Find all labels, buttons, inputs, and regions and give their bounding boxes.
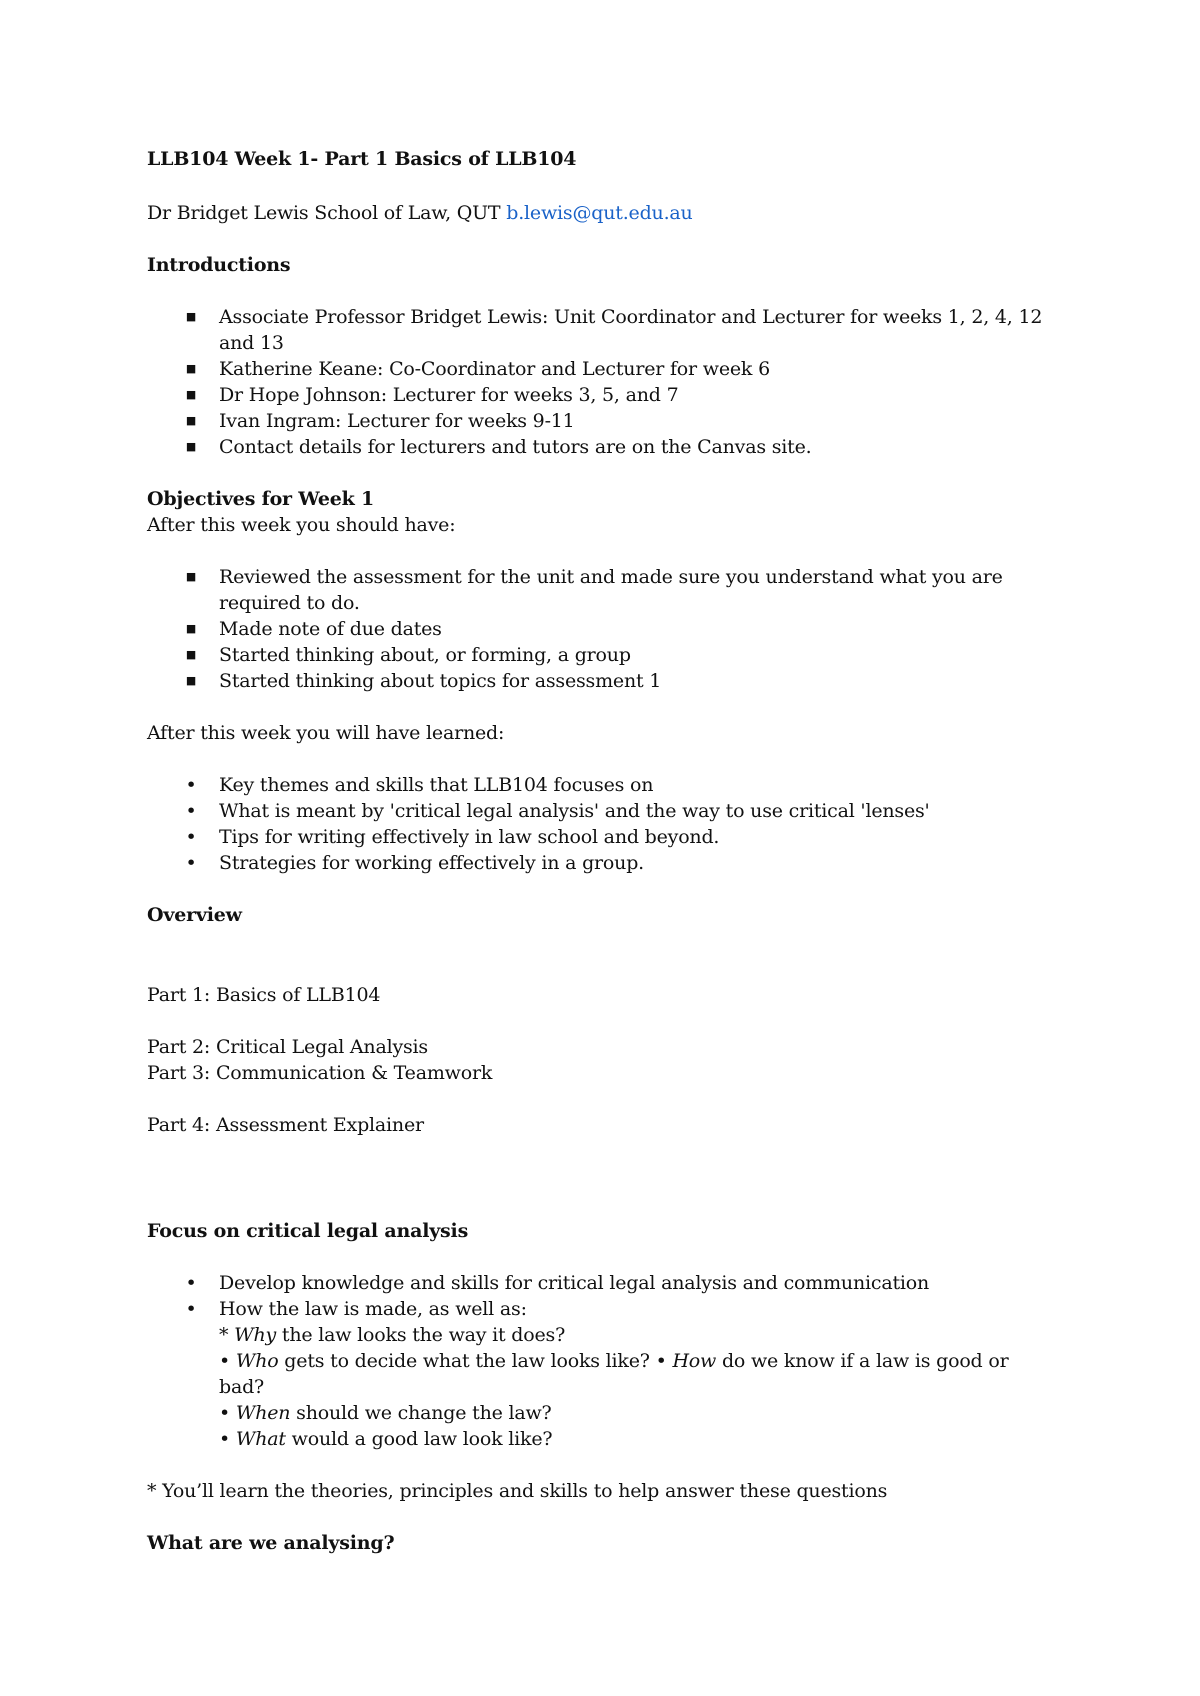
list-item-text: How the law is made, as well as: [219, 1298, 527, 1320]
list-item [147, 642, 1057, 668]
objectives-heading: Objectives for Week 1 [147, 488, 375, 510]
list-item-text: Key themes and skills that LLB104 focuses on [219, 774, 654, 796]
list-item [147, 434, 1057, 460]
list-item-text: Dr Hope Johnson: Lecturer for weeks 3, 5, and 7 [219, 384, 679, 406]
bullet-icon: ■ [185, 622, 197, 635]
what-question [219, 1426, 1057, 1452]
question-text: should we change the law? [290, 1402, 552, 1424]
list-item-text: Reviewed the assessment for the unit and made sure you understand what you are required to do. [219, 566, 1003, 614]
list-item-text: Started thinking about topics for assessment 1 [219, 670, 662, 692]
bullet-icon: • [185, 1272, 197, 1294]
question-text: gets to decide what the law looks like? • [278, 1350, 673, 1372]
bullet-icon: • [185, 774, 197, 796]
spacer [147, 1138, 1057, 1218]
overview-part-1: Part 1: Basics of LLB104 [147, 984, 381, 1006]
list-item [147, 824, 1057, 850]
overview-part-4: Part 4: Assessment Explainer [147, 1114, 424, 1136]
list-item [147, 616, 1057, 642]
objectives-learned-list [147, 772, 1057, 876]
bullet-icon: ■ [185, 362, 197, 375]
list-item-text: What is meant by 'critical legal analysis' and the way to use critical 'lenses' [219, 800, 930, 822]
bullet-icon: ■ [185, 310, 197, 323]
question-keyword: When [235, 1402, 291, 1424]
bullet-icon: • [185, 800, 197, 822]
objectives-intro-have: After this week you should have: [147, 514, 456, 536]
list-item [147, 304, 1057, 356]
list-item-text: Tips for writing effectively in law school and beyond. [219, 826, 720, 848]
when-question [219, 1400, 1057, 1426]
list-item [147, 408, 1057, 434]
question-text: do we know if a law is good or bad? [219, 1350, 1009, 1398]
bullet-icon: • [185, 852, 197, 874]
list-item-text: Katherine Keane: Co-Coordinator and Lecturer for week 6 [219, 358, 770, 380]
introductions-list [147, 304, 1057, 460]
list-item [147, 798, 1057, 824]
introductions-heading: Introductions [147, 254, 291, 276]
bullet-icon: • [185, 826, 197, 848]
why-question [219, 1322, 1057, 1348]
bullet-icon: ■ [185, 388, 197, 401]
list-item-text: Strategies for working effectively in a group. [219, 852, 644, 874]
bullet-icon: ■ [185, 674, 197, 687]
focus-note: * You’ll learn the theories, principles and skills to help answer these questions [147, 1480, 888, 1502]
overview-part-2: Part 2: Critical Legal Analysis [147, 1036, 428, 1058]
question-keyword: How [672, 1350, 717, 1372]
list-item [147, 850, 1057, 876]
list-item-text: Made note of due dates [219, 618, 442, 640]
bullet-icon: • [185, 1298, 197, 1320]
spacer [147, 928, 1057, 982]
bullet-icon: ■ [185, 414, 197, 427]
list-item [147, 772, 1057, 798]
list-item-text: Ivan Ingram: Lecturer for weeks 9-11 [219, 410, 575, 432]
focus-list [147, 1270, 1057, 1452]
list-item [147, 564, 1057, 616]
question-prefix: • [219, 1402, 236, 1424]
bullet-icon: ■ [185, 648, 197, 661]
author-text: Dr Bridget Lewis School of Law, QUT [147, 202, 507, 224]
list-item [147, 1270, 1057, 1296]
question-keyword: Who [235, 1350, 279, 1372]
list-item [147, 668, 1057, 694]
objectives-intro-learned: After this week you will have learned: [147, 722, 505, 744]
overview-heading: Overview [147, 904, 242, 926]
list-item [147, 382, 1057, 408]
focus-heading: Focus on critical legal analysis [147, 1220, 469, 1242]
list-item-text: Started thinking about, or forming, a group [219, 644, 631, 666]
document-page [147, 146, 1057, 1556]
question-keyword: What [235, 1428, 286, 1450]
document-title: LLB104 Week 1- Part 1 Basics of LLB104 [147, 148, 577, 170]
bullet-icon: ■ [185, 570, 197, 583]
question-text: would a good law look like? [285, 1428, 553, 1450]
bullet-icon: ■ [185, 440, 197, 453]
objectives-have-list [147, 564, 1057, 694]
author-line [147, 200, 1057, 226]
author-email-link[interactable]: b.lewis@qut.edu.au [506, 202, 693, 224]
list-item [147, 1296, 1057, 1452]
who-how-question [219, 1348, 1057, 1400]
question-prefix: * [219, 1324, 235, 1346]
list-item-text: Contact details for lecturers and tutors are on the Canvas site. [219, 436, 812, 458]
overview-part-3: Part 3: Communication & Teamwork [147, 1062, 493, 1084]
list-item [147, 356, 1057, 382]
question-text: the law looks the way it does? [276, 1324, 566, 1346]
list-item-text: Develop knowledge and skills for critical legal analysis and communication [219, 1272, 930, 1294]
analysing-heading: What are we analysing? [147, 1532, 395, 1554]
question-prefix: • [219, 1350, 236, 1372]
question-prefix: • [219, 1428, 236, 1450]
question-keyword: Why [234, 1324, 277, 1346]
list-item-text: Associate Professor Bridget Lewis: Unit Coordinator and Lecturer for weeks 1, 2, 4, 12 and 13 [219, 306, 1043, 354]
